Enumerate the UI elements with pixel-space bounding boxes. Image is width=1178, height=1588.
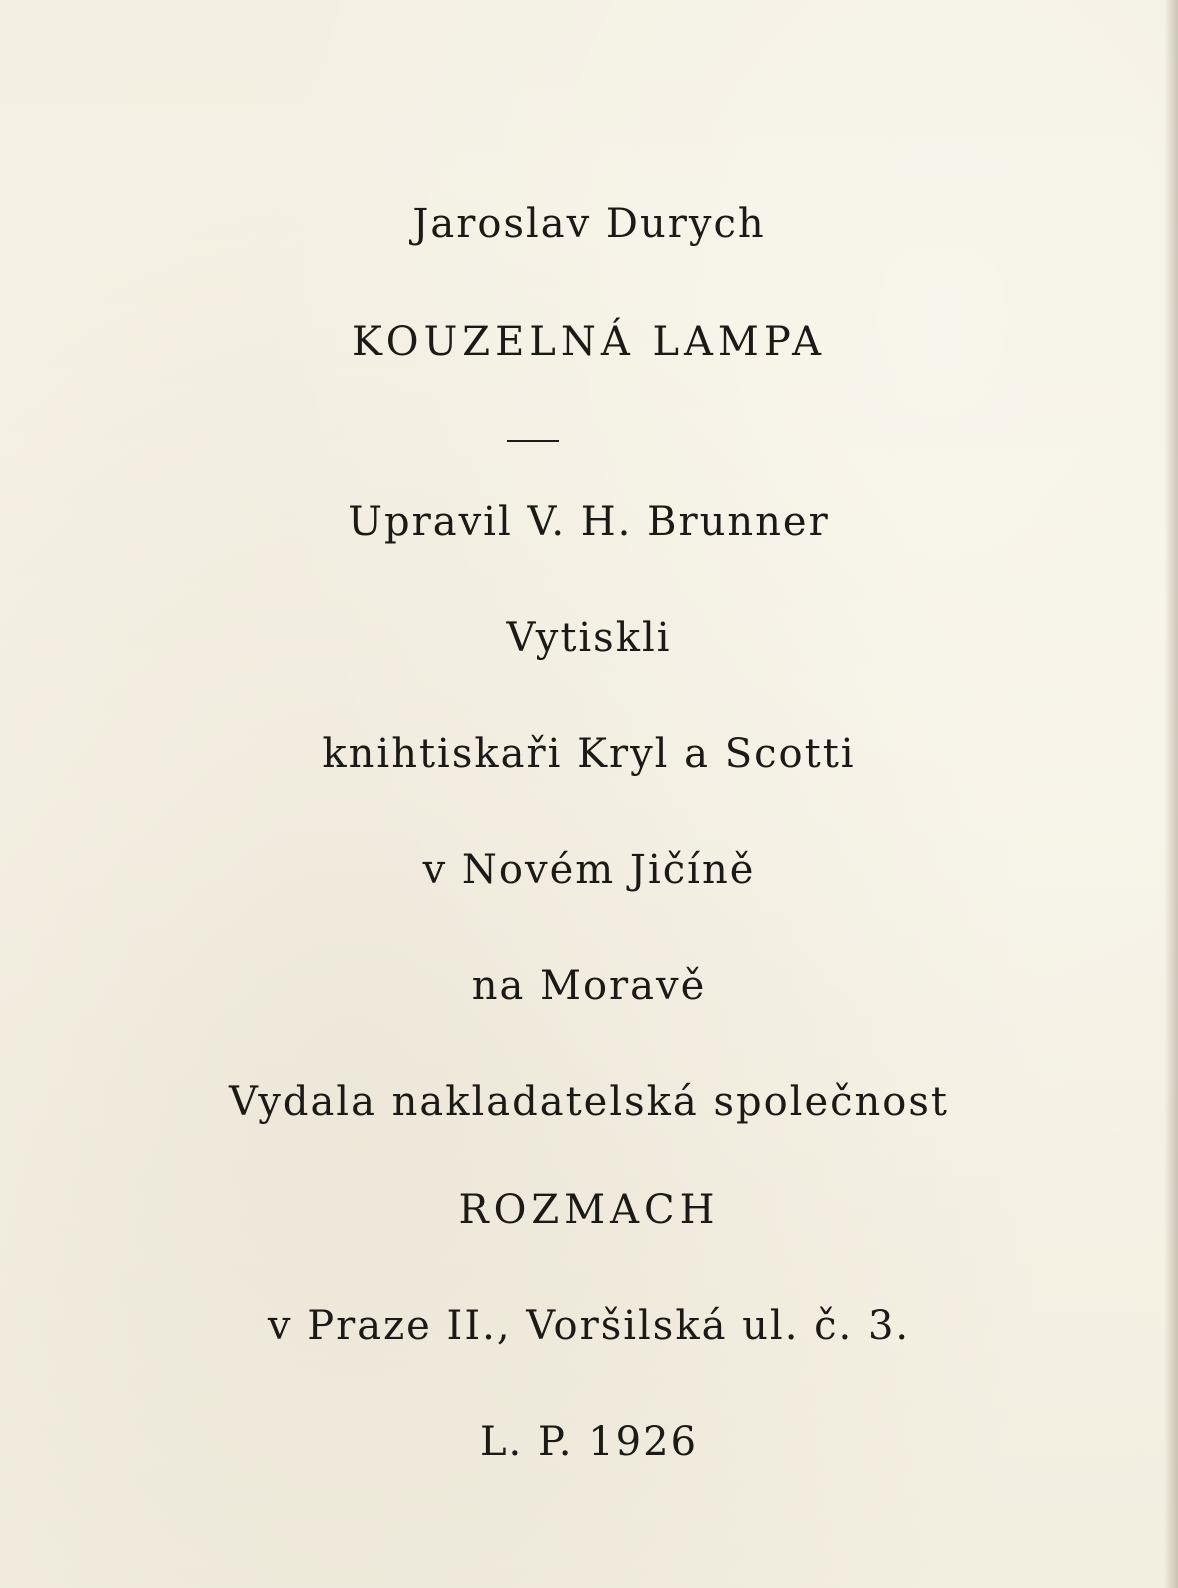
book-title: KOUZELNÁ LAMPA	[351, 319, 826, 365]
separator-rule	[507, 440, 559, 442]
publisher-address: v Praze II., Voršilská ul. č. 3.	[267, 1303, 911, 1349]
printers-line: knihtiskaři Kryl a Scotti	[322, 731, 856, 777]
page-edge-shadow	[1164, 0, 1178, 1588]
editor-line: Upravil V. H. Brunner	[348, 499, 830, 545]
publisher-line: Vydala nakladatelská společnost	[228, 1079, 949, 1125]
publication-year: L. P. 1926	[479, 1419, 699, 1465]
printer-city: v Novém Jičíně	[422, 847, 756, 893]
author-name: Jaroslav Durych	[412, 201, 766, 247]
publisher-name: ROZMACH	[458, 1187, 720, 1233]
printed-label: Vytiskli	[506, 615, 672, 661]
printer-region: na Moravě	[471, 963, 707, 1009]
